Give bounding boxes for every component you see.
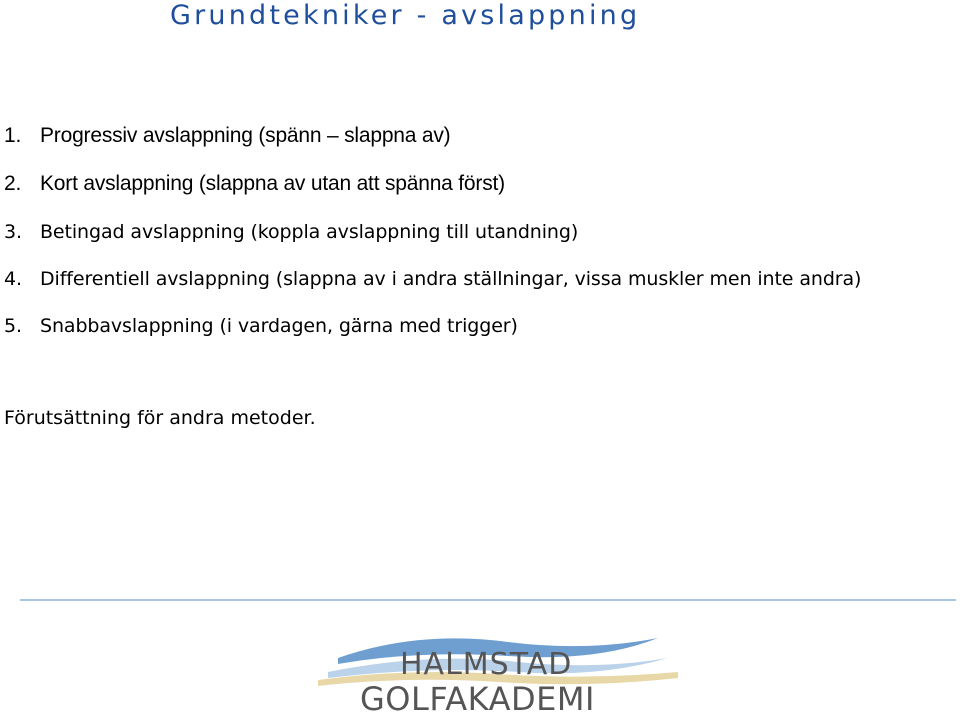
footnote: Förutsättning för andra metoder. xyxy=(4,407,316,429)
item-number: 5. xyxy=(4,315,22,337)
item-number: 1. xyxy=(4,124,22,147)
divider-line xyxy=(20,599,956,601)
item-text: Betingad avslappning (koppla avslappning till utandning) xyxy=(40,221,579,243)
logo-line1: HALMSTAD xyxy=(400,647,573,682)
list-item xyxy=(4,123,450,149)
list-item xyxy=(4,171,505,197)
logo-line2: GOLFAKADEMI xyxy=(360,680,595,717)
halmstad-golfakademi-logo xyxy=(318,628,678,717)
item-text: Kort avslappning (slappna av utan att spänna först) xyxy=(40,172,505,195)
item-number: 3. xyxy=(4,221,22,243)
list-item xyxy=(4,219,578,245)
item-text: Progressiv avslappning (spänn – slappna av) xyxy=(40,124,451,147)
item-number: 2. xyxy=(4,172,22,195)
list-item xyxy=(4,266,861,292)
list-item xyxy=(4,313,518,339)
slide-title: Grundtekniker - avslappning xyxy=(170,0,641,31)
item-text: Snabbavslappning (i vardagen, gärna med trigger) xyxy=(40,315,518,337)
item-text: Differentiell avslappning (slappna av i andra ställningar, vissa muskler men inte andra) xyxy=(40,268,862,290)
item-number: 4. xyxy=(4,268,22,290)
